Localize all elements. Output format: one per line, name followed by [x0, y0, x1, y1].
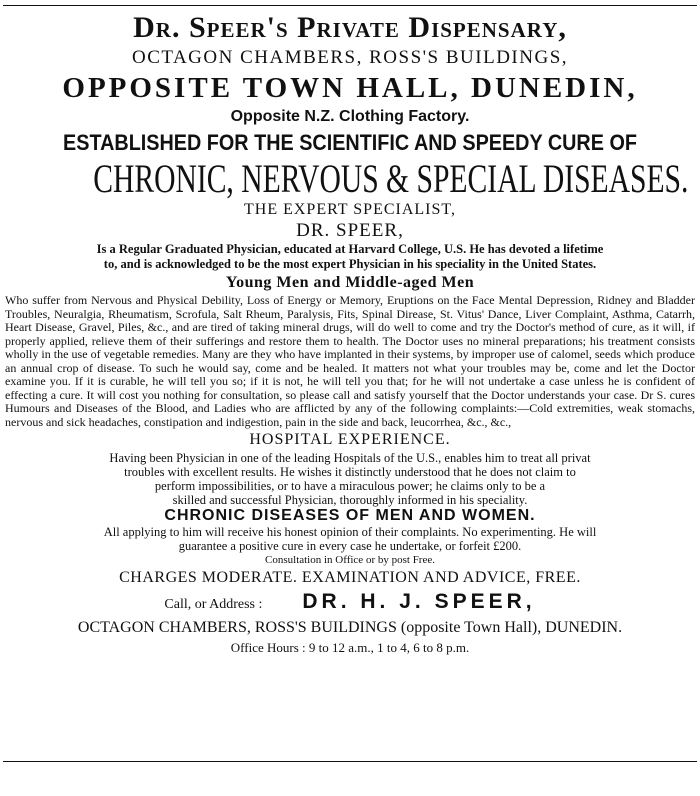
advertisement — [3, 10, 697, 658]
address-line: OCTAGON CHAMBERS, ROSS'S BUILDINGS, — [131, 47, 569, 68]
young-men-body: Who suffer from Nervous and Physical Debility, Loss of Energy or Memory, Eruptions on the Face Mental Depression, Ridney and Bladder Troubles, Neuralgia, Rheumatism, Scrofula, Salt Rheum, Paralysis, Fits, Spinal Direase, St. Vitus' Dance, Liver Complaint, Asthma, Catarrh, Heart Disease, Gravel, Piles, &c., and are tired of taking mineral drugs, will do well to come and try the Doctor's method of cure, as it will, if properly applied, relieve them of their sufferings and restore them to health. The Doctor uses no mineral preparations; his treatment consists wholly in the use of vegetable remedies. Many are they who have implanted in their systems, by improper use of calomel, seeds which produce an annual crop of disease. To such he would say, come and be healed. It matters not what your troubles may be, come and let the Doctor examine you. If it is curable, he will tell you so; if it is not, he will tell you that; for he will not undertake a case unless he is confident of effecting a cure. It will cost you nothing for consultation, so please call and satisfy yourself that the Doctor understands your case. Dr S. cures Humours and Diseases of the Blood, and Ladies who are afflicted by any of the following complaints:—Cold extremities, weak stomachs, nervous and sick headaches, constipation and indigestion, pain in the side and back, leucorrhea, &c., &c., — [5, 293, 695, 429]
hospital-heading: HOSPITAL EXPERIENCE. — [249, 431, 451, 448]
established-line: ESTABLISHED FOR THE SCIENTIFIC AND SPEEDY CURE OF — [63, 130, 637, 155]
consultation-line: Consultation in Office or by post Free. — [265, 554, 435, 566]
charges-line: CHARGES MODERATE. EXAMINATION AND ADVICE, FREE. — [119, 569, 581, 586]
call-row — [3, 589, 697, 618]
guarantee-line-2: guarantee a positive cure in every case he undertake, or forfeit £200. — [178, 539, 522, 553]
diseases-headline: CHRONIC, NERVOUS & SPECIAL DISEASES. — [93, 156, 689, 201]
chronic-diseases-men-women: CHRONIC DISEASES OF MEN AND WOMEN. — [164, 507, 536, 524]
guarantee-line-1: All applying to him will receive his honest opinion of their complaints. No experimenting. He will — [103, 525, 597, 539]
call-label: Call, or Address : — [164, 597, 263, 612]
hospital-line-2: troubles with excellent results. He wishes it distinctly understood that he does not claim to — [124, 465, 576, 479]
intro-line-2: to, and is acknowledged to be the most expert Physician in his speciality in the United States. — [103, 257, 597, 271]
speer-name-banner: DR. H. J. SPEER, — [302, 590, 536, 613]
top-rule — [3, 5, 697, 6]
young-men-heading: Young Men and Middle-aged Men — [225, 274, 475, 291]
bottom-rule — [3, 761, 697, 762]
doctor-name: DR. SPEER, — [296, 220, 404, 241]
hospital-line-1: Having been Physician in one of the leading Hospitals of the U.S., enables him to treat all privat — [109, 451, 591, 465]
opposite-factory: Opposite N.Z. Clothing Factory. — [230, 108, 470, 125]
office-hours: Office Hours : 9 to 12 a.m., 1 to 4, 6 to 8 p.m. — [230, 640, 470, 655]
hospital-line-3: perform impossibilities, or to have a miraculous power; he claims only to be a — [154, 479, 546, 493]
opposite-town-hall: OPPOSITE TOWN HALL, DUNEDIN, — [62, 72, 638, 104]
footer-address: OCTAGON CHAMBERS, ROSS'S BUILDINGS (opposite Town Hall), DUNEDIN. — [77, 619, 623, 636]
ad-title: Dr. Speer's Private Dispensary, — [133, 11, 567, 44]
hospital-line-4: skilled and successful Physician, thoroughly informed in his speciality. — [172, 493, 528, 507]
intro-line-1: Is a Regular Graduated Physician, educated at Harvard College, U.S. He has devoted a lifetime — [96, 242, 604, 256]
expert-specialist: THE EXPERT SPECIALIST, — [243, 201, 456, 218]
